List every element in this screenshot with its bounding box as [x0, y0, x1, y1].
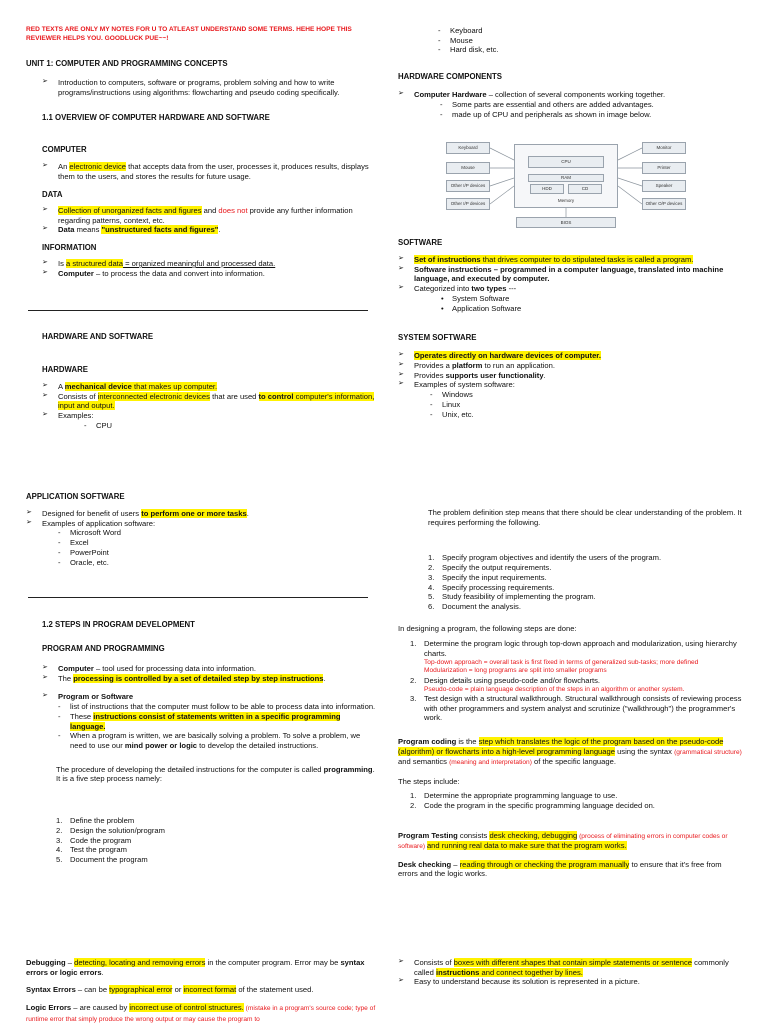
t: .: [323, 673, 326, 683]
hw-examples: ➢ Examples:: [42, 411, 376, 421]
t: Code the program in the specific programming language decided on.: [424, 801, 655, 811]
t: Debugging: [26, 958, 66, 967]
hl-detecting: detecting, locating and removing errors: [74, 958, 206, 967]
t: – collection of several components working together.: [486, 90, 666, 100]
note-semantics: (meaning and interpretation): [449, 759, 532, 767]
diagram-cd: CD: [568, 184, 602, 194]
diagram-memory: Memory: [557, 198, 575, 203]
t: Study feasibility of implementing the program.: [442, 592, 596, 602]
definition-list: [428, 553, 742, 611]
t: two types: [471, 284, 507, 294]
sw-def-1: [398, 255, 748, 265]
desk-checking-para: [398, 860, 742, 879]
t: Program Testing: [398, 830, 458, 840]
t: – to process the data and convert into information.: [93, 268, 265, 278]
t: Specify program objectives and identify the users of the program.: [442, 553, 662, 563]
t: Code the program: [70, 835, 132, 845]
design-item-3: 3. Test design with a structural walkthrough. Structural walkthrough consists of reviewing process with other programmers and system analyst and scrutinize ("walkthrough") the programmer's work.: [410, 693, 742, 723]
prog-heading: PROGRAM AND PROGRAMMING: [42, 643, 165, 653]
t: means: [74, 225, 102, 235]
t: Desk checking: [398, 859, 452, 869]
hw-components-def: [398, 90, 748, 100]
app-software-heading: APPLICATION SOFTWARE: [26, 492, 125, 501]
definition-intro: The problem definition step means that there should be clear understanding of the problem. It requires performing the following.: [428, 508, 742, 527]
app-example-excel: - Excel: [56, 538, 376, 548]
t: platform: [452, 360, 483, 370]
divider: [28, 310, 368, 311]
sys-def-2: [398, 361, 748, 371]
note-logic: (mistake in a program's source code; type of runtime error that simply produce the wrong output or may cause the program to: [26, 1005, 376, 1023]
unit-intro-text: Introduction to computers, software or programs, problem solving and how to write programs/instructions using algorithms: flowcharting and pseudo coding specifically.: [58, 78, 340, 97]
diagram-keyboard: Keyboard: [446, 142, 490, 154]
flowchart-def-2: ➢ Easy to understand because its solution is represented in a picture.: [398, 977, 742, 987]
t: mind power or logic: [124, 740, 198, 750]
flowchart-def-1: [398, 958, 742, 977]
hl-incorrect-format: incorrect format: [183, 985, 237, 995]
note-pseudo-code: Pseudo-code = plain language description of the steps in an algorithm or another system.: [424, 685, 685, 693]
diagram-hdd: HDD: [530, 184, 564, 194]
design-intro: In designing a program, the following steps are done:: [398, 623, 577, 633]
note-modularization: Modularization = long programs are split into smaller programs: [424, 667, 607, 675]
prog-d1: - list of instructions that the computer must follow to be able to process data into information.: [56, 702, 376, 712]
hl-translates: step which translates the logic of the program based on the pseudo-code (algorithm) or flowcharts into a high-level programming language: [398, 737, 724, 756]
hl-running-data: and running real data to make sure that the program works.: [426, 841, 627, 851]
hl: that makes up computer.: [131, 381, 218, 391]
coding-step-1: 1. Determine the appropriate programming language to use.: [410, 791, 618, 801]
hl-electronic-device: electronic device: [69, 162, 126, 172]
sw-def-3: [398, 284, 748, 294]
sys-example-linux: - Linux: [428, 400, 748, 410]
t: – are caused by: [71, 1003, 130, 1013]
t: –: [451, 859, 460, 869]
t: and semantics: [398, 757, 450, 767]
sys-examples: ➢ Examples of system software:: [398, 380, 748, 390]
t: to ensure that it's free from errors and the logic works.: [398, 859, 722, 879]
prog-def-1: [42, 664, 376, 674]
diagram-cpu: CPU: [528, 156, 604, 168]
t: to run an application.: [482, 360, 555, 370]
t: – can be: [75, 985, 110, 995]
t: Syntax Errors: [26, 985, 76, 995]
t: These: [70, 711, 94, 721]
page2-right-column: [398, 508, 742, 879]
hw-sw-title: HARDWARE AND SOFTWARE: [42, 332, 154, 341]
logic-para: [26, 1003, 376, 1024]
t: A: [58, 381, 65, 391]
t: An: [58, 162, 70, 172]
diagram-ram: RAM: [528, 174, 604, 182]
prog-def-2: [42, 674, 376, 684]
page1-left-column: [26, 26, 376, 278]
t: commonly called: [414, 958, 729, 977]
t: Determine the appropriate programming language to use.: [424, 791, 618, 801]
note-top-down: Top-down approach = overall task is first fixed in terms of generalized sub-tasks; more defined: [424, 658, 699, 666]
hw-example-harddisk: - Hard disk, etc.: [436, 45, 748, 55]
t: of the specific language.: [531, 757, 616, 767]
app-def-1: [26, 509, 376, 519]
diagram-mouse: Mouse: [446, 162, 490, 174]
t: .: [101, 967, 104, 977]
t: Define the problem: [70, 816, 135, 826]
def-item-1: 1. Specify program objectives and identify the users of the program.: [428, 553, 662, 563]
hl-boxes: boxes with different shapes that contain simple statements or sentence: [453, 958, 693, 967]
hl-to-control: to control: [258, 391, 294, 401]
divider: [28, 597, 368, 598]
t: .: [218, 225, 221, 235]
sw-def-2: ➢ Software instructions – programmed in a computer language, translated into machine language, and executed by computer.: [398, 265, 748, 284]
hw-example-cpu: - CPU: [82, 421, 376, 431]
app-example-oracle: - Oracle, etc.: [56, 558, 376, 568]
sys-example-unix: - Unix, etc.: [428, 410, 748, 420]
info-def-2: [42, 269, 376, 279]
hw-def-2: [42, 392, 376, 411]
information-heading: INFORMATION: [42, 243, 97, 253]
software-block: [398, 238, 748, 419]
t: Document the program: [70, 855, 148, 864]
prog-or-software: ➢ Program or Software: [42, 692, 376, 702]
hl-connect: and connect together by lines.: [479, 967, 583, 977]
t: Categorized into: [414, 284, 472, 294]
hl-instructions: instructions consist of statements written in a specific programming language.: [70, 711, 341, 731]
t: Data: [58, 225, 75, 235]
hw-def-1: [42, 382, 376, 392]
hl-reading-through: reading through or checking the program manually: [459, 859, 630, 869]
syntax-para: [26, 985, 376, 995]
step-3: 3. Code the program: [56, 835, 132, 845]
data-heading: DATA: [42, 189, 63, 199]
t: Program coding: [398, 737, 457, 747]
step-1: 1. Define the problem: [56, 816, 135, 826]
def-item-2: 2. Specify the output requirements.: [428, 563, 552, 573]
diagram-input-1: Other I/P devices: [446, 180, 490, 192]
t: programming: [323, 764, 373, 774]
section-1-1-title: 1.1 OVERVIEW OF COMPUTER HARDWARE AND SOFTWARE: [42, 112, 270, 122]
hw-sub-1: - Some parts are essential and others are added advantages.: [438, 100, 748, 110]
app-example-powerpoint: - PowerPoint: [56, 548, 376, 558]
t: supports user functionality: [445, 370, 544, 380]
author-note: RED TEXTS ARE ONLY MY NOTES FOR U TO ATLEAST UNDERSTAND SOME TERMS. HEHE HOPE THIS REVIEWER HELPS YOU. GOODLUCK PUE~~!: [26, 26, 352, 42]
t: and: [201, 205, 219, 215]
coding-para: [398, 737, 742, 768]
coding-steps: [410, 791, 742, 810]
diagram-bios: BIOS: [516, 217, 616, 228]
t: Test the program: [70, 845, 127, 855]
t: syntax errors or logic errors: [26, 958, 365, 977]
hw-components-heading: HARDWARE COMPONENTS: [398, 72, 502, 82]
t: Determine the program logic through top-down approach and modularization, using hierarchy charts.: [424, 639, 737, 659]
t: in the computer program. Error may be: [205, 958, 341, 967]
t: to develop the detailed instructions.: [197, 740, 319, 750]
sys-def-1: [398, 351, 748, 361]
t: is the: [456, 737, 479, 747]
data-def-2: [42, 225, 376, 235]
diagram-speaker: Speaker: [642, 180, 686, 192]
t: The: [58, 673, 74, 683]
page3-left-column: [26, 958, 376, 1024]
hl-control-structures: incorrect use of control structures.: [129, 1003, 244, 1013]
hl: interconnected electronic devices: [97, 391, 210, 401]
t: Specify processing requirements.: [442, 582, 555, 592]
def-item-6: 6. Document the analysis.: [428, 602, 521, 612]
t: provide any further information regarding patterns, context, etc.: [58, 205, 353, 225]
hl-typographical: typographical error: [109, 985, 173, 995]
t: Consists of: [58, 391, 98, 401]
design-item-2: 2. Design details using pseudo-code and/or flowcharts. Pseudo-code = plain language description of the steps in an algorithm or another system.: [410, 676, 742, 694]
coding-step-2: 2. Code the program in the specific programming language decided on.: [410, 801, 655, 811]
hl: that drives computer to do stipulated tasks is called a program.: [480, 254, 694, 264]
hl-processing: processing is controlled by a set of detailed step by step instructions: [73, 673, 324, 683]
t: Computer: [58, 268, 94, 278]
coding-steps-intro: The steps include:: [398, 776, 460, 786]
step-4: 4. Test the program: [56, 845, 127, 855]
prog-d2: [56, 712, 376, 731]
t: Is: [58, 259, 67, 268]
t: .: [246, 508, 249, 518]
t: Computer Hardware: [414, 90, 487, 100]
procedure-text: [56, 765, 376, 784]
t: Document the analysis.: [442, 602, 521, 612]
t: Design details using pseudo-code and/or flowcharts.: [424, 675, 601, 685]
t: that accepts data from the user, processes it, produces results, displays them to the users, and stores the results for future usage.: [58, 162, 369, 182]
t: Consists of: [414, 958, 454, 967]
t: Test design with a structural walkthrough. Structural walkthrough consists of reviewing process with other programmers and system analyst and scrutinize ("walkthrough") the programmer's work.: [424, 693, 742, 723]
unit-intro: [42, 78, 376, 97]
hardware-block: [26, 332, 376, 431]
system-software-heading: SYSTEM SOFTWARE: [398, 333, 477, 343]
hl-set-of-instructions: Set of instructions: [414, 254, 481, 264]
t: When a program is written, we are basically solving a problem. To solve a problem, we need to use our: [70, 731, 361, 750]
diagram-monitor: Monitor: [642, 142, 686, 154]
hl-instructions-word: instructions: [435, 967, 480, 977]
software-heading: SOFTWARE: [398, 238, 443, 247]
program-dev-block: [26, 620, 376, 865]
hw-example-keyboard: - Keyboard: [436, 26, 748, 36]
t: .: [543, 370, 546, 380]
red-does-not: does not: [218, 205, 248, 215]
section-1-2-title: 1.2 STEPS IN PROGRAM DEVELOPMENT: [42, 620, 195, 629]
t: that are used: [209, 391, 259, 401]
sys-example-windows: - Windows: [428, 390, 748, 400]
t: . It is a five step process namely:: [56, 764, 375, 784]
hardware-heading: HARDWARE: [42, 364, 88, 374]
computer-def: [42, 162, 376, 181]
t: or: [172, 985, 184, 995]
t: The procedure of developing the detailed instructions for the computer is called: [56, 764, 324, 774]
t: Specify the input requirements.: [442, 572, 547, 582]
t: Computer: [58, 663, 94, 673]
app-example-word: - Microsoft Word: [56, 528, 376, 538]
hl-desk-checking: desk checking, debugging: [489, 830, 578, 840]
sw-type-system: • System Software: [438, 294, 748, 304]
t: ---: [506, 284, 517, 294]
hl-collection: Collection of unorganized facts and figures: [58, 205, 202, 215]
t: of the statement used.: [236, 985, 314, 995]
t: = organized meaningful and processed data.: [123, 259, 276, 268]
step-5: 5. Document the program: [56, 855, 148, 864]
hardware-diagram: [446, 140, 686, 230]
unit-title: UNIT 1: COMPUTER AND PROGRAMMING CONCEPTS: [26, 59, 228, 69]
info-def-1: [42, 259, 376, 269]
t: Provides: [414, 370, 446, 380]
sw-type-application: • Application Software: [438, 304, 748, 314]
hw-example-mouse: - Mouse: [436, 36, 748, 46]
sys-def-3: [398, 371, 748, 381]
diagram-printer: Printer: [642, 162, 686, 174]
t: –: [65, 958, 75, 967]
page1-right-column: [398, 26, 748, 119]
note-debugging: (process of eliminating errors in computer codes or software): [398, 832, 728, 851]
computer-heading: COMPUTER: [42, 144, 87, 154]
def-item-4: 4. Specify processing requirements.: [428, 582, 555, 592]
design-list: [410, 639, 742, 723]
design-item-1: 1. Determine the program logic through top-down approach and modularization, using hierarchy charts. Top-down approach = overall task is first fixed in terms of generalized sub-tasks; more defined Modularization = long programs are split into smaller programs: [410, 639, 742, 675]
hl: computer's information, input and output.: [58, 391, 375, 411]
def-item-5: 5. Study feasibility of implementing the program.: [428, 592, 596, 602]
t: Provides a: [414, 360, 452, 370]
t: Specify the output requirements.: [442, 563, 552, 573]
testing-para: [398, 831, 742, 852]
hl-perform-tasks: to perform one or more tasks: [141, 508, 247, 518]
hw-sub-2: - made up of CPU and peripherals as shown in image below.: [438, 110, 748, 120]
diagram-output: Other O/P devices: [642, 198, 686, 210]
hl-unstructured: "unstructured facts and figures": [101, 225, 219, 235]
hl-mechanical: mechanical device: [64, 381, 132, 391]
diagram-input-2: Other I/P devices: [446, 198, 490, 210]
hl-structured-data: a structured data: [66, 259, 124, 268]
t: Designed for benefit of users: [42, 508, 142, 518]
note-syntax: (grammatical structure): [674, 748, 742, 756]
prog-d3: [56, 731, 376, 750]
page2-left-column: [26, 492, 376, 567]
step-2: 2. Design the solution/program: [56, 825, 165, 835]
t: Logic Errors: [26, 1003, 72, 1013]
app-examples: ➢ Examples of application software:: [26, 519, 376, 529]
t: – tool used for processing data into information.: [93, 663, 256, 673]
debugging-para: [26, 958, 376, 977]
hl-operates-directly: Operates directly on hardware devices of computer.: [414, 351, 601, 361]
t: consists: [457, 830, 490, 840]
five-steps-list: [56, 816, 376, 865]
diagram-connector-lines: [446, 140, 686, 230]
t: using the syntax: [614, 746, 675, 756]
def-item-3: 3. Specify the input requirements.: [428, 572, 547, 582]
t: Design the solution/program: [70, 825, 165, 835]
data-def-1: [42, 206, 376, 225]
page3-right-column: [398, 958, 742, 987]
